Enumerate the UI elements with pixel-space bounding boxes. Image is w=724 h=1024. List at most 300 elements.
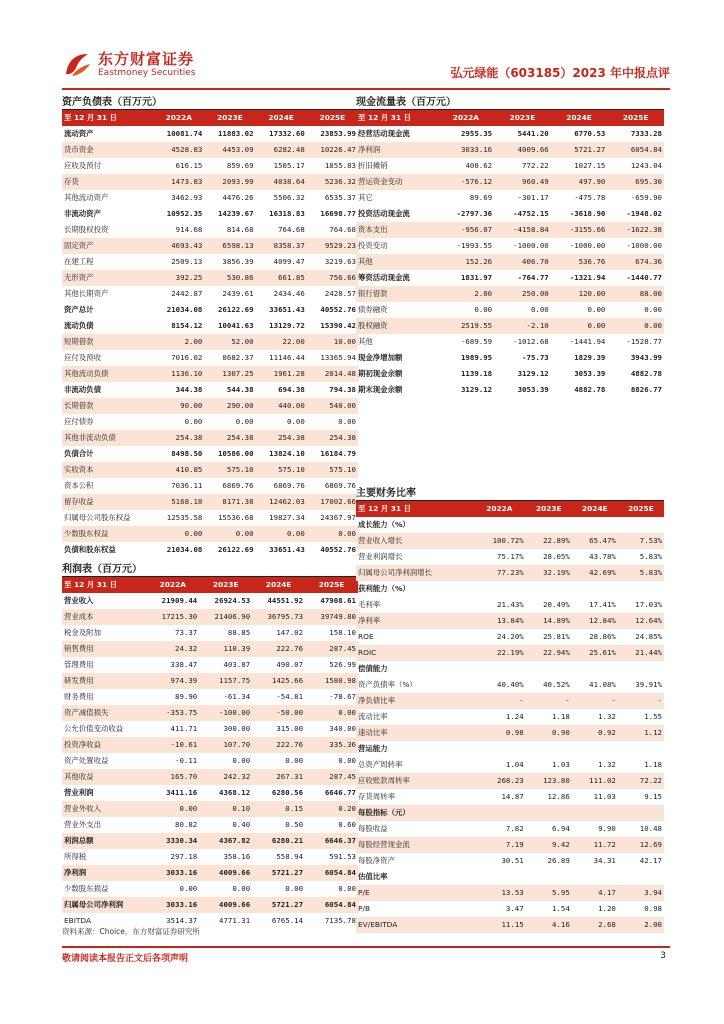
value-cell: 8498.50 — [171, 449, 203, 458]
value-cell: 39.91% — [635, 680, 662, 689]
value-cell — [618, 805, 664, 821]
value-cell: 6054.84 — [305, 865, 358, 881]
table-row — [62, 190, 358, 206]
value-cell: 250.00 — [494, 286, 551, 302]
value-cell: 1136.10 — [153, 366, 204, 382]
page-number: 3 — [660, 951, 666, 961]
table-row — [62, 641, 358, 657]
value-cell: 575.10 — [204, 462, 255, 478]
value-cell: 0.98 — [644, 904, 662, 913]
header-year-cell: 2022A — [153, 110, 204, 126]
value-cell: 14.87 — [501, 792, 524, 801]
value-cell: 22.19% — [473, 645, 526, 661]
value-cell: 6765.14 — [271, 916, 304, 925]
value-cell: 40552.76 — [320, 545, 356, 554]
table-row — [356, 206, 664, 222]
value-cell: 490.07 — [276, 660, 304, 669]
value-cell: -1948.02 — [626, 209, 662, 218]
value-cell: 8682.37 — [222, 353, 254, 362]
table-row — [62, 833, 358, 849]
value-cell: 8358.37 — [256, 238, 307, 254]
value-cell: 15390.42 — [320, 321, 356, 330]
value-cell: 9.42 — [526, 837, 572, 853]
value-cell: 0.00 — [338, 884, 356, 893]
report-header — [62, 44, 670, 90]
row-label: 公允价值变动收益 — [64, 724, 124, 733]
value-cell: 4882.78 — [574, 385, 606, 394]
row-label: 股权融资 — [356, 318, 438, 334]
value-cell: 17.41% — [589, 600, 616, 609]
value-cell: 0.00 — [338, 417, 356, 426]
table-row — [356, 334, 664, 350]
table-row — [62, 494, 358, 510]
value-cell: 0.15 — [252, 801, 305, 817]
header-label-cell: 至 12 月 31 日 — [62, 110, 153, 126]
table-row — [62, 542, 358, 558]
row-label: 资产负债率（%） — [358, 680, 417, 689]
value-cell: 2519.55 — [438, 318, 495, 334]
value-cell: 5.95 — [526, 885, 572, 901]
table-row — [356, 645, 664, 661]
row-label: 流动资产 — [64, 129, 94, 138]
table-row — [356, 885, 664, 901]
row-label: 每股净资产 — [358, 856, 395, 865]
value-cell: 25.81% — [543, 632, 570, 641]
value-cell: 2.00 — [438, 286, 495, 302]
table-row — [62, 270, 358, 286]
row-label: 营业利润 — [64, 788, 94, 797]
value-cell: 695.30 — [607, 174, 664, 190]
value-cell: 960.49 — [494, 174, 551, 190]
value-cell: 4882.78 — [630, 369, 662, 378]
value-cell: 411.71 — [170, 724, 198, 733]
value-cell: 89.69 — [469, 193, 493, 202]
value-cell: 17332.60 — [269, 129, 305, 138]
value-cell: 3411.16 — [166, 788, 198, 797]
value-cell: 674.36 — [607, 254, 664, 270]
value-cell: 242.32 — [199, 769, 252, 785]
value-cell: -956.07 — [438, 222, 495, 238]
value-cell: 21034.08 — [166, 305, 203, 314]
row-label: 其他流动资产 — [64, 193, 109, 202]
value-cell — [618, 741, 664, 757]
value-cell: 403.87 — [223, 660, 251, 669]
value-cell: 0.00 — [551, 318, 608, 334]
table-row — [62, 478, 358, 494]
header-year-cell: 2023E — [526, 501, 572, 517]
value-cell: 6054.84 — [607, 142, 664, 158]
table-row — [356, 174, 664, 190]
value-cell: 254.38 — [204, 430, 255, 446]
table-row — [356, 821, 664, 837]
table-row — [62, 705, 358, 721]
row-label: 流动负债 — [64, 321, 94, 330]
value-cell: 21034.08 — [166, 545, 203, 554]
eastmoney-logo-icon — [62, 50, 92, 80]
value-cell: 5721.27 — [252, 897, 305, 913]
row-label: 存货周转率 — [358, 792, 395, 801]
value-cell: 540.00 — [307, 398, 358, 414]
table-row — [62, 769, 358, 785]
value-cell: -301.17 — [517, 193, 549, 202]
value-cell: 100.72% — [473, 533, 526, 549]
value-cell: 10226.47 — [307, 142, 358, 158]
value-cell: 0.00 — [153, 526, 204, 542]
value-cell: 0.00 — [305, 705, 358, 721]
table-row — [356, 286, 664, 302]
value-cell: - — [473, 693, 526, 709]
value-cell: 1580.98 — [305, 673, 358, 689]
value-cell: 22.89% — [526, 533, 572, 549]
value-cell: 80.82 — [175, 820, 198, 829]
row-label: 资产减值损失 — [62, 705, 146, 721]
value-cell: -576.12 — [438, 174, 495, 190]
table-row — [62, 510, 358, 526]
income-statement-title: 利润表（百万元） — [62, 563, 358, 577]
value-cell: 2434.46 — [273, 289, 305, 298]
header-year-cell: 2025E — [307, 110, 358, 126]
row-label: 短期借款 — [62, 334, 153, 350]
value-cell: 26924.53 — [214, 596, 251, 605]
value-cell: 13.84% — [473, 613, 526, 629]
value-cell: 6280.56 — [271, 788, 304, 797]
header-year-cell: 2025E — [607, 110, 664, 126]
value-cell: 0.00 — [474, 305, 493, 314]
value-cell: 5721.27 — [252, 865, 305, 881]
header-label-cell: 至 12 月 31 日 — [356, 501, 473, 517]
value-cell: 3330.34 — [146, 833, 199, 849]
value-cell: 5441.20 — [517, 129, 549, 138]
row-label: 营业外收入 — [62, 801, 146, 817]
table-row — [356, 741, 664, 757]
value-cell: - — [572, 693, 618, 709]
value-cell: 30.51 — [501, 856, 524, 865]
value-cell: 7.82 — [505, 824, 524, 833]
table-row — [356, 869, 664, 885]
value-cell: 0.60 — [338, 820, 356, 829]
value-cell: 0.20 — [305, 801, 358, 817]
value-cell — [526, 741, 572, 757]
row-label: 在建工程 — [64, 257, 94, 266]
row-label: 其他收益 — [62, 769, 146, 785]
table-row — [62, 302, 358, 318]
value-cell: 11146.44 — [269, 353, 305, 362]
value-cell: 254.38 — [307, 430, 358, 446]
table-row — [62, 753, 358, 769]
table-row — [356, 517, 664, 533]
table-row — [356, 382, 664, 398]
table-row — [356, 533, 664, 549]
logo-en-text: Eastmoney Securities — [98, 68, 196, 78]
value-cell: 6598.13 — [204, 238, 255, 254]
value-cell: -4158.84 — [494, 222, 551, 238]
value-cell: 17002.66 — [307, 494, 358, 510]
table-row — [356, 773, 664, 789]
value-cell: 1.32 — [598, 712, 616, 721]
row-label: 少数股东权益 — [62, 526, 153, 542]
row-label: 非流动资产 — [64, 209, 101, 218]
value-cell: 1.20 — [598, 904, 616, 913]
row-label: 管理费用 — [64, 660, 94, 669]
table-row — [62, 817, 358, 833]
value-cell — [526, 661, 572, 677]
value-cell: -78.67 — [329, 692, 356, 701]
row-label: 资产总计 — [64, 305, 94, 314]
value-cell: 10041.63 — [217, 321, 254, 330]
value-cell: 9.15 — [644, 792, 662, 801]
table-row — [62, 366, 358, 382]
value-cell: 6770.53 — [574, 129, 606, 138]
value-cell: 75.17% — [497, 552, 524, 561]
value-cell: 0.00 — [285, 756, 304, 765]
value-cell: 12.69 — [618, 837, 664, 853]
value-cell: 2428.57 — [324, 289, 356, 298]
row-label: 非流动负债 — [64, 385, 101, 394]
table-row — [62, 142, 358, 158]
value-cell: 40552.76 — [320, 305, 356, 314]
value-cell: 24.20% — [497, 632, 524, 641]
table-row — [62, 238, 358, 254]
value-cell: 575.10 — [256, 462, 307, 478]
table-row — [356, 789, 664, 805]
value-cell: 859.69 — [226, 161, 254, 170]
value-cell: 6869.76 — [222, 481, 254, 490]
value-cell: 7135.78 — [324, 916, 356, 925]
table-row — [62, 222, 358, 238]
value-cell: 1.55 — [644, 712, 662, 721]
table-row — [62, 865, 358, 881]
row-label: 营业收入增长 — [356, 533, 473, 549]
value-cell — [572, 581, 618, 597]
row-label: 投资活动现金流 — [358, 209, 410, 218]
value-cell: 2439.61 — [222, 289, 254, 298]
value-cell: 3219.63 — [324, 257, 356, 266]
value-cell: 24.85% — [635, 632, 662, 641]
value-cell: 340.00 — [329, 724, 356, 733]
row-label: 归属母公司净利润增长 — [356, 565, 473, 581]
value-cell: 344.38 — [175, 385, 203, 394]
value-cell: 2.68 — [572, 917, 618, 933]
value-cell: 12.84% — [572, 613, 618, 629]
row-label: ROE — [358, 632, 374, 641]
value-cell: 3943.99 — [630, 353, 662, 362]
value-cell: -3618.90 — [569, 209, 606, 218]
table-row — [356, 565, 664, 581]
ratios-table — [356, 501, 664, 933]
value-cell: 17215.30 — [146, 609, 199, 625]
row-label: 债券融资 — [358, 305, 388, 314]
value-cell — [473, 805, 526, 821]
header-year-cell: 2024E — [256, 110, 307, 126]
header-label-cell: 至 12 月 31 日 — [62, 577, 146, 593]
value-cell: 40.52% — [543, 680, 570, 689]
value-cell: 24.32 — [146, 641, 199, 657]
table-row — [356, 222, 664, 238]
row-label: 长期股权投资 — [64, 225, 109, 234]
value-cell — [473, 869, 526, 885]
value-cell: 6535.37 — [324, 193, 356, 202]
value-cell: 4771.31 — [219, 916, 251, 925]
value-cell: 152.26 — [438, 254, 495, 270]
table-row — [62, 158, 358, 174]
value-cell: 575.10 — [307, 462, 358, 478]
value-cell: 914.68 — [175, 225, 203, 234]
value-cell: 1.12 — [618, 725, 664, 741]
value-cell: 7333.28 — [630, 129, 662, 138]
row-label: 固定资产 — [62, 238, 153, 254]
value-cell: 974.39 — [146, 673, 199, 689]
value-cell: 44551.92 — [267, 596, 304, 605]
value-cell: 3514.37 — [166, 916, 198, 925]
value-cell: 4693.43 — [153, 238, 204, 254]
value-cell: 814.68 — [226, 225, 254, 234]
table-row — [356, 597, 664, 613]
value-cell: -764.77 — [517, 273, 549, 282]
value-cell: 34.31 — [593, 856, 616, 865]
value-cell: 287.45 — [305, 769, 358, 785]
row-label: P/B — [358, 904, 371, 913]
table-row — [62, 609, 358, 625]
value-cell: 392.25 — [153, 270, 204, 286]
value-cell: 36795.73 — [252, 609, 305, 625]
row-label: 现金净增加额 — [358, 353, 403, 362]
value-cell: 1.18 — [644, 760, 662, 769]
value-cell: 88.00 — [607, 286, 664, 302]
value-cell: 22.00 — [256, 334, 307, 350]
value-cell: 11.72 — [572, 837, 618, 853]
header-year-cell: 2022A — [438, 110, 495, 126]
value-cell: 12.64% — [618, 613, 664, 629]
value-cell: 13824.10 — [269, 449, 305, 458]
value-cell: 4453.09 — [204, 142, 255, 158]
value-cell: 10081.74 — [166, 129, 203, 138]
value-cell: -0.11 — [175, 756, 198, 765]
table-row — [356, 661, 664, 677]
footer-disclaimer: 敬请阅读本报告正文后各项声明 — [62, 954, 189, 964]
row-label: 长期借款 — [62, 398, 153, 414]
report-title: 弘元绿能（603185）2023 年中报点评 — [450, 66, 670, 80]
row-label: 经营活动现金流 — [358, 129, 410, 138]
row-label: 销售费用 — [62, 641, 146, 657]
value-cell: 287.45 — [305, 641, 358, 657]
row-label: 每股经营现金流 — [356, 837, 473, 853]
value-cell: -100.00 — [199, 705, 252, 721]
value-cell: 65.47% — [572, 533, 618, 549]
table-row — [62, 785, 358, 801]
value-cell: 558.94 — [276, 852, 304, 861]
value-cell: -1528.77 — [626, 337, 662, 346]
value-cell: 111.02 — [572, 773, 618, 789]
value-cell: 0.90 — [526, 725, 572, 741]
value-cell: 0.00 — [235, 417, 254, 426]
value-cell: 4009.66 — [494, 142, 551, 158]
value-cell: 756.66 — [307, 270, 358, 286]
value-cell: 1425.66 — [252, 673, 305, 689]
value-cell: 21.44% — [618, 645, 664, 661]
value-cell: 0.40 — [232, 820, 251, 829]
value-cell: 12462.03 — [256, 494, 307, 510]
value-cell: 5721.27 — [551, 142, 608, 158]
table-row — [356, 190, 664, 206]
value-cell: 6.94 — [551, 824, 570, 833]
value-cell: 8826.77 — [630, 385, 662, 394]
value-cell: 1505.17 — [273, 161, 305, 170]
table-row — [62, 334, 358, 350]
table-row — [62, 382, 358, 398]
row-label: 期初现金余额 — [358, 369, 403, 378]
value-cell: 13129.72 — [269, 321, 305, 330]
value-cell: 12535.58 — [166, 513, 203, 522]
value-cell: 4.17 — [572, 885, 618, 901]
table-row — [356, 837, 664, 853]
table-row — [62, 286, 358, 302]
value-cell: 616.15 — [175, 161, 203, 170]
balance-sheet-section — [62, 96, 358, 558]
value-cell: 4367.82 — [199, 833, 252, 849]
value-cell: 21.43% — [497, 600, 524, 609]
table-row — [62, 721, 358, 737]
value-cell: 3053.39 — [574, 369, 606, 378]
value-cell: 772.22 — [522, 161, 549, 170]
table-row — [62, 593, 358, 609]
value-cell — [526, 581, 572, 597]
value-cell — [473, 741, 526, 757]
value-cell: 107.70 — [199, 737, 252, 753]
row-label: 归属母公司净利润 — [62, 897, 146, 913]
value-cell: 16318.83 — [269, 209, 305, 218]
value-cell: 0.00 — [285, 884, 304, 893]
table-header-row — [356, 110, 664, 126]
value-cell: 7036.11 — [171, 481, 203, 490]
table-row — [62, 689, 358, 705]
value-cell: 11.03 — [593, 792, 616, 801]
value-cell: 4368.12 — [219, 788, 251, 797]
value-cell: 3129.12 — [460, 385, 493, 394]
value-cell: 694.38 — [278, 385, 305, 394]
value-cell: 4.16 — [526, 917, 572, 933]
value-cell: -50.00 — [252, 705, 305, 721]
value-cell: 10952.35 — [166, 209, 203, 218]
row-label: 成长能力（%） — [358, 520, 410, 529]
value-cell: 0.92 — [572, 725, 618, 741]
value-cell: -1440.77 — [626, 273, 662, 282]
value-cell: 4009.66 — [199, 865, 252, 881]
value-cell: 19827.34 — [269, 513, 305, 522]
value-cell: 1961.28 — [256, 366, 307, 382]
value-cell: 0.50 — [285, 820, 304, 829]
table-header-row — [62, 110, 358, 126]
value-cell: 28.05% — [543, 552, 570, 561]
value-cell: 32.19% — [526, 565, 572, 581]
value-cell: 1829.39 — [574, 353, 606, 362]
table-row — [62, 737, 358, 753]
value-cell: 4476.26 — [222, 193, 254, 202]
value-cell: -1000.00 — [569, 241, 606, 250]
table-row — [356, 677, 664, 693]
value-cell: 1.24 — [505, 712, 524, 721]
table-row — [62, 206, 358, 222]
row-label: 负债和股东权益 — [64, 545, 116, 554]
value-cell: 4009.66 — [199, 897, 252, 913]
value-cell: - — [618, 693, 664, 709]
cashflow-table — [356, 110, 664, 398]
value-cell: 410.85 — [153, 462, 204, 478]
value-cell: 440.00 — [256, 398, 307, 414]
value-cell — [618, 869, 664, 885]
value-cell: 3033.16 — [438, 142, 495, 158]
row-label: 应收及预付 — [64, 161, 101, 170]
table-row — [62, 801, 358, 817]
